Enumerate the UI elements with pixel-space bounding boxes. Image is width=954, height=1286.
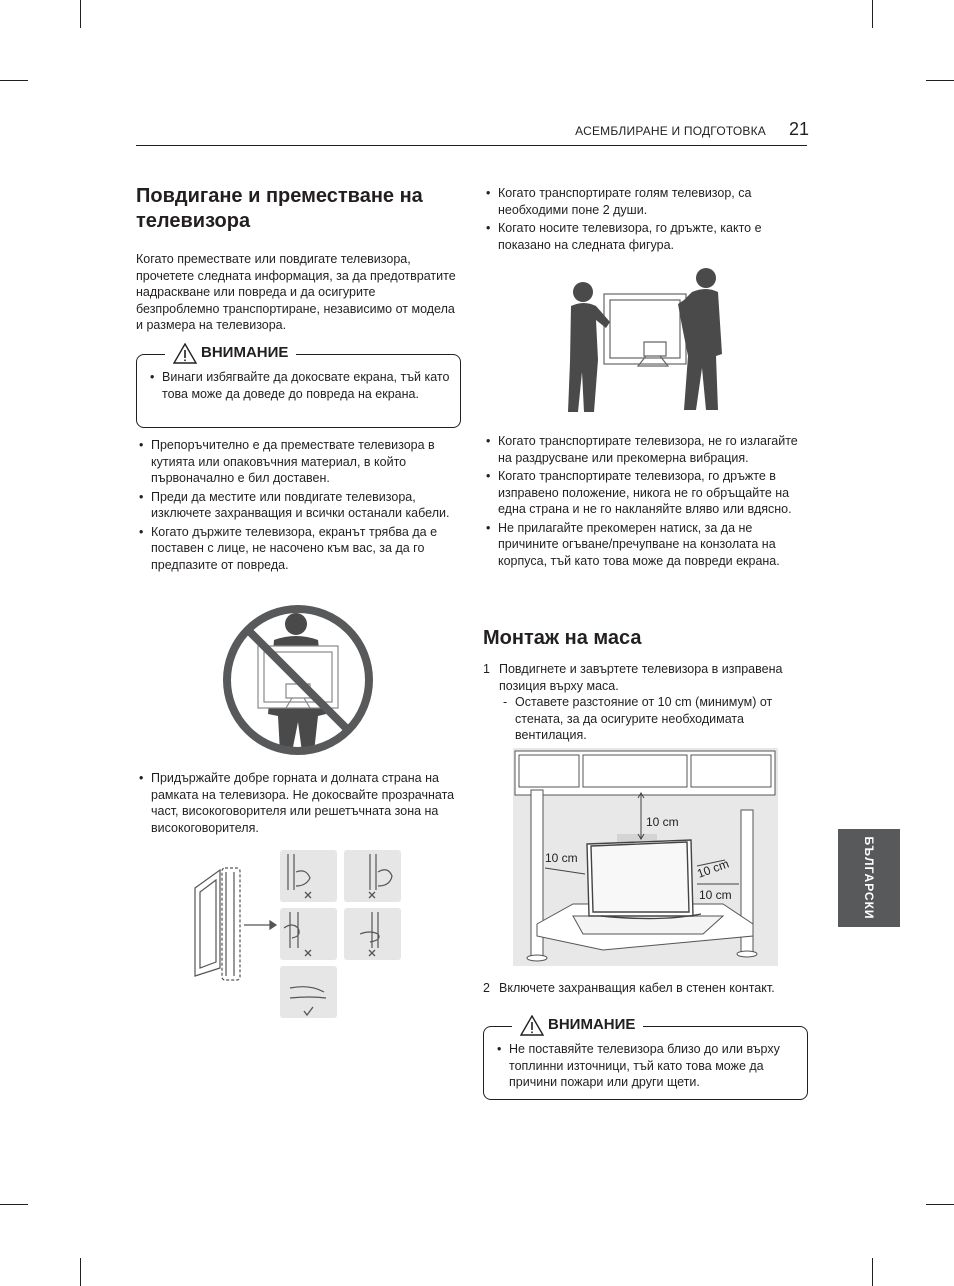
crop-mark — [0, 80, 28, 81]
sub-step-text: Оставете разстояние от 10 cm (минимум) от стената, за да осигурите необходимата вентилация. — [515, 695, 773, 742]
crop-mark — [926, 80, 954, 81]
bullet-item: • Когато транспортирате телевизора, не го излагайте на раздрусване или прекомерна вибрация. — [483, 433, 805, 466]
section-title: АСЕМБЛИРАНЕ И ПОДГОТОВКА — [575, 124, 766, 138]
caution-item: • Винаги избягвайте да докосвате екрана, тъй като това може да доведе до повреда на екрана. — [147, 369, 450, 402]
caution-item: • Не поставяйте телевизора близо до или върху топлинни източници, тъй като това може да причини пожари или други щети. — [494, 1041, 797, 1091]
bullet-item: • Когато транспортирате голям телевизор, са необходими поне 2 души. — [483, 185, 805, 218]
crop-mark — [0, 1204, 28, 1205]
step-2 — [483, 980, 805, 997]
bullet-item: • Придържайте добре горната и долната страна на рамката на телевизора. Не докосвайте прозрачната част, високоговорителя или решетъчната зона на високоговорителя. — [136, 770, 458, 836]
intro-text: Когато премествате или повдигате телевизора, прочетете следната информация, за да предотвратите надраскване или повреда и да осигурите безпроблемно транспортиране, независимо от модела и размера на телевизора. — [136, 252, 456, 332]
caution-label: ВНИМАНИЕ — [548, 1016, 636, 1034]
language-label: БЪЛГАРСКИ — [862, 836, 876, 920]
dist-top-label: 10 cm — [646, 815, 679, 829]
language-tab — [838, 829, 900, 927]
crop-mark — [926, 1204, 954, 1205]
bullet-item: • Не прилагайте прекомерен натиск, за да не причините огъване/пречупване на конзолата на корпуса, тъй като това може да повреди екрана. — [483, 520, 805, 570]
dist-left-label: 10 cm — [545, 851, 578, 865]
dist-front-label: 10 cm — [699, 888, 732, 902]
crop-mark — [80, 0, 81, 28]
step-number: 1 — [483, 662, 490, 676]
bullet-item: • Когато държите телевизора, екранът трябва да е поставен с лице, не насочено към вас, за да го предпазите от повреда. — [136, 524, 458, 574]
step-1-sub: - Оставете разстояние от 10 cm (минимум) от стената, за да осигурите необходимата вентилация. — [503, 695, 773, 742]
bullet-item: • Преди да местите или повдигате телевизора, изключете захранващия и всички останали кабели. — [136, 489, 458, 522]
prohibited-carry-illustration — [222, 604, 374, 756]
table-mount-diagram — [513, 748, 778, 966]
caution-box-left — [136, 344, 461, 428]
grip-positions-illustration — [190, 848, 405, 1020]
step-1 — [483, 661, 805, 694]
bullet-item: • Когато транспортирате телевизора, го дръжте в изправено положение, никога не го обръщайте на една страна и не го накланяйте вляво или вдясно. — [483, 468, 805, 518]
page-number: 21 — [789, 119, 810, 139]
bullet-item: • Когато носите телевизора, го дръжте, както е показано на следната фигура. — [483, 220, 805, 253]
heading-lifting: Повдигане и преместване на телевизора — [136, 185, 423, 232]
crop-mark — [872, 1258, 873, 1286]
caution-header — [512, 1015, 643, 1036]
two-person-carry-illustration — [566, 264, 724, 414]
step-number: 2 — [483, 981, 490, 995]
warning-icon — [520, 1015, 544, 1036]
crop-mark — [80, 1258, 81, 1286]
heading-table-mount: Монтаж на маса — [483, 627, 642, 649]
step-text: Повдигнете и завъртете телевизора в изправена позиция върху маса. — [499, 662, 783, 693]
caution-label: ВНИМАНИЕ — [201, 344, 289, 362]
header-rule — [136, 145, 807, 146]
bullet-item: • Препоръчително е да премествате телевизора в кутията или опаковъчния материал, в който първоначално е бил доставен. — [136, 437, 458, 487]
caution-header — [165, 343, 296, 364]
warning-icon — [173, 343, 197, 364]
step-text: Включете захранващия кабел в стенен контакт. — [499, 981, 775, 995]
caution-box-right — [483, 1016, 808, 1100]
crop-mark — [872, 0, 873, 28]
dist-right-label: 10 cm — [695, 856, 731, 881]
